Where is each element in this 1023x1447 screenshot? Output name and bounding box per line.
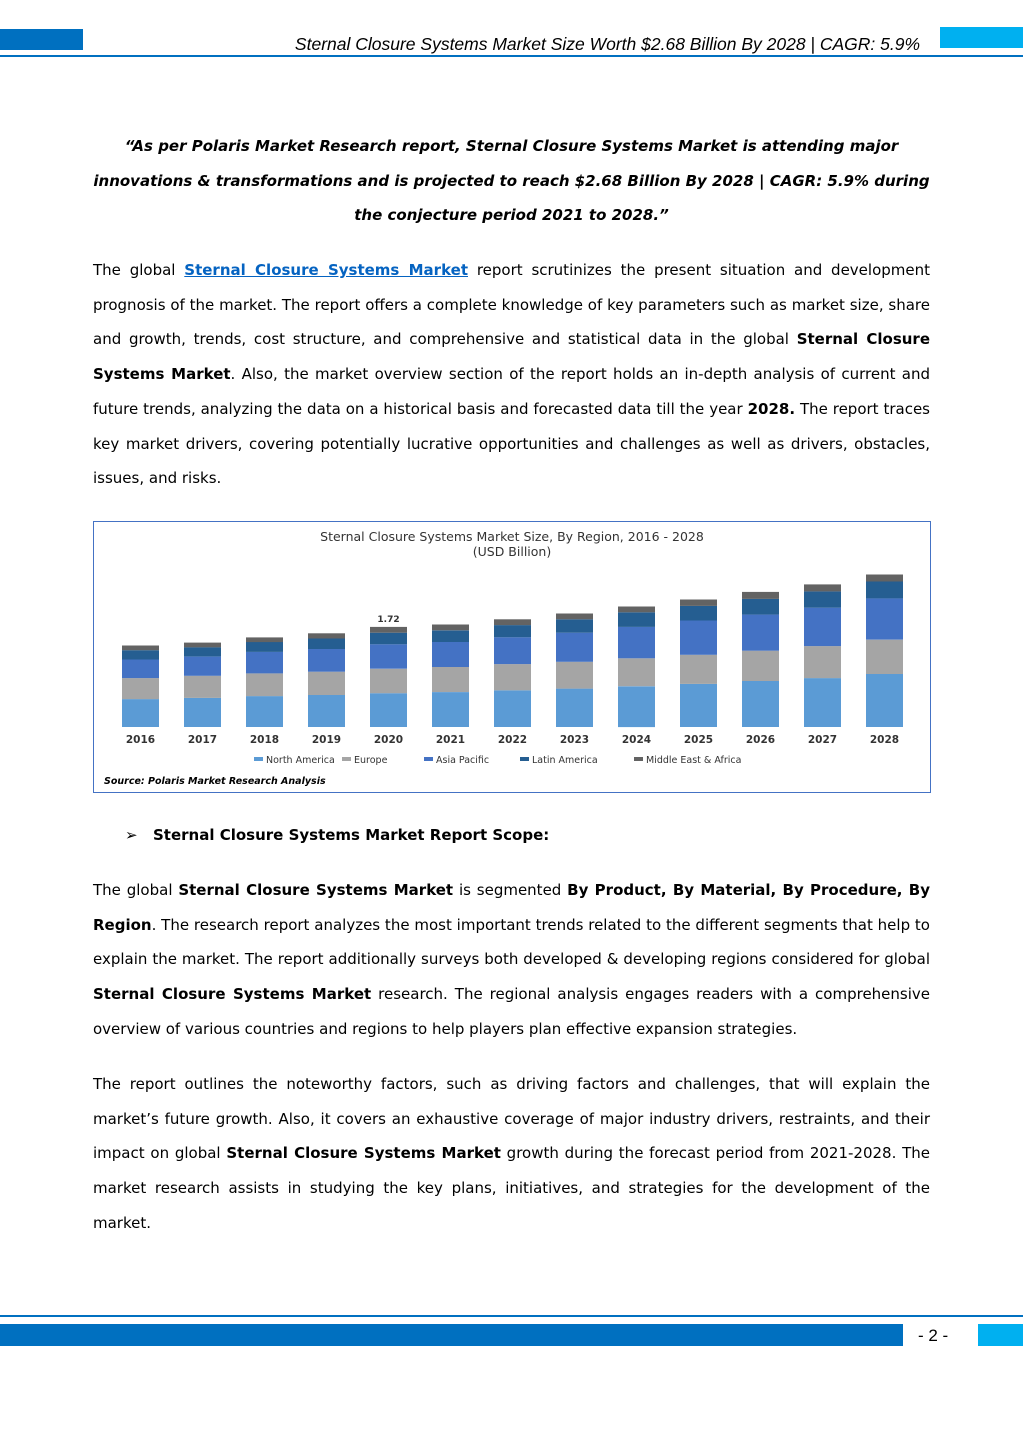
segmentation-paragraph: The global Sternal Closure Systems Market is segmented By Product, By Material, By Procedure, By Region. The research report analyzes the most important trends related to the different segments that help to explain the market. The report additionally surveys both developed & developing regions considered for global Sternal Closure Systems Market research. The regional analysis engages readers with a comprehensive overview of various countries and regions to help players plan effective expansion strategies. xyxy=(93,881,931,1038)
bar-2022-north-america xyxy=(494,690,531,727)
bar-2017-north-america xyxy=(184,698,221,727)
header-title: Sternal Closure Systems Market Size Worth $2.68 Billion By 2028 | CAGR: 5.9% xyxy=(294,34,920,54)
bar-2027-asia-pacific xyxy=(804,608,841,646)
bar-2023-latin-america xyxy=(556,619,593,632)
legend-label-middle-east-africa: Middle East & Africa xyxy=(646,755,742,766)
bar-2025-latin-america xyxy=(680,606,717,621)
bar-2016-europe xyxy=(122,678,159,699)
bar-2022-middle-east-africa xyxy=(494,619,531,625)
chart-subtitle: (USD Billion) xyxy=(472,544,552,559)
bar-2020-asia-pacific xyxy=(370,644,407,668)
legend-label-europe: Europe xyxy=(354,755,388,766)
bar-2028-north-america xyxy=(866,674,903,727)
bar-2018-middle-east-africa xyxy=(246,637,283,642)
bar-2024-europe xyxy=(618,658,655,686)
chart-legend xyxy=(254,755,741,766)
scope-heading: ➢ Sternal Closure Systems Market Report Scope: xyxy=(125,826,550,844)
x-tick-2019: 2019 xyxy=(311,734,342,746)
bar-2018-latin-america xyxy=(246,642,283,652)
bar-2028-middle-east-africa xyxy=(866,575,903,582)
bar-2018-europe xyxy=(246,673,283,696)
header-rule xyxy=(0,55,1023,57)
x-tick-2027: 2027 xyxy=(807,734,838,746)
bar-2019-europe xyxy=(308,672,345,695)
bar-2025-europe xyxy=(680,655,717,684)
x-tick-2022: 2022 xyxy=(497,734,528,746)
bar-2016-north-america xyxy=(122,699,159,727)
bar-2020-middle-east-africa xyxy=(370,627,407,633)
bar-2017-asia-pacific xyxy=(184,657,221,676)
x-tick-2017: 2017 xyxy=(187,734,218,746)
legend-label-latin-america: Latin America xyxy=(532,755,598,766)
bar-2025-north-america xyxy=(680,684,717,727)
bar-2019-asia-pacific xyxy=(308,649,345,672)
bar-2027-latin-america xyxy=(804,591,841,607)
legend-swatch-north-america xyxy=(254,757,263,761)
x-tick-2025: 2025 xyxy=(683,734,714,746)
bar-2021-middle-east-africa xyxy=(432,625,469,631)
x-tick-2020: 2020 xyxy=(373,734,404,746)
bar-2019-north-america xyxy=(308,695,345,727)
x-tick-2028: 2028 xyxy=(869,734,900,746)
bar-2020-europe xyxy=(370,669,407,693)
x-tick-2021: 2021 xyxy=(435,734,466,746)
report-quote: “As per Polaris Market Research report, Sternal Closure Systems Market is attending major innovations & transformations and is projected to reach $2.68 Billion By 2028 | CAGR: 5.9% during the conjecture period 2021 to 2028.” xyxy=(93,137,930,225)
x-tick-2026: 2026 xyxy=(745,734,776,746)
bar-2021-asia-pacific xyxy=(432,642,469,667)
x-tick-2018: 2018 xyxy=(249,734,280,746)
bar-2022-latin-america xyxy=(494,625,531,637)
bar-2017-latin-america xyxy=(184,647,221,656)
outlook-paragraph: The report outlines the noteworthy factors, such as driving factors and challenges, that will explain the market’s future growth. Also, it covers an exhaustive coverage of major industry drivers, restraints, and their impact on global Sternal Closure Systems Market growth during the forecast period from 2021-2028. The market research assists in studying the key plans, initiatives, and strategies for the development of the market. xyxy=(93,1075,931,1232)
x-tick-2023: 2023 xyxy=(559,734,590,746)
bar-2016-asia-pacific xyxy=(122,660,159,679)
bar-2028-asia-pacific xyxy=(866,598,903,639)
bar-2023-north-america xyxy=(556,689,593,727)
bar-2025-asia-pacific xyxy=(680,621,717,655)
footer-rule xyxy=(0,1315,1023,1317)
legend-swatch-europe xyxy=(342,757,351,761)
bar-2024-latin-america xyxy=(618,612,655,627)
bar-2023-middle-east-africa xyxy=(556,614,593,620)
legend-swatch-middle-east-africa xyxy=(634,757,643,761)
market-size-chart xyxy=(93,521,931,793)
bar-2026-middle-east-africa xyxy=(742,592,779,599)
page-number: - 2 - xyxy=(918,1326,949,1345)
bar-2026-latin-america xyxy=(742,599,779,615)
bar-2026-north-america xyxy=(742,681,779,727)
chart-source: Source: Polaris Market Research Analysis xyxy=(104,776,326,787)
bar-2016-latin-america xyxy=(122,650,159,659)
legend-swatch-asia-pacific xyxy=(424,757,433,761)
legend-label-asia-pacific: Asia Pacific xyxy=(436,755,490,766)
chart-title: Sternal Closure Systems Market Size, By Region, 2016 - 2028 xyxy=(320,529,704,544)
bar-2025-middle-east-africa xyxy=(680,600,717,606)
bar-2018-asia-pacific xyxy=(246,652,283,674)
bar-2023-europe xyxy=(556,662,593,689)
bar-2019-latin-america xyxy=(308,639,345,650)
bar-2021-latin-america xyxy=(432,630,469,642)
bar-2027-north-america xyxy=(804,678,841,727)
footer-bar-right xyxy=(978,1324,1023,1346)
bar-2026-asia-pacific xyxy=(742,615,779,651)
chart-bars xyxy=(122,575,903,728)
header-bar-right xyxy=(940,27,1023,48)
bar-2021-europe xyxy=(432,667,469,692)
data-label-2020: 1.72 xyxy=(377,614,400,625)
bar-2027-middle-east-africa xyxy=(804,584,841,591)
x-tick-2016: 2016 xyxy=(125,734,156,746)
footer-bar-left xyxy=(0,1324,903,1346)
bar-2024-asia-pacific xyxy=(618,627,655,658)
bar-2020-latin-america xyxy=(370,633,407,645)
chart-svg xyxy=(94,522,930,792)
bar-2017-europe xyxy=(184,676,221,698)
arrow-bullet-icon: ➢ xyxy=(125,826,138,844)
bar-2028-europe xyxy=(866,640,903,674)
market-link[interactable]: Sternal Closure Systems Market xyxy=(184,261,468,279)
bar-2028-latin-america xyxy=(866,582,903,599)
legend-label-north-america: North America xyxy=(266,755,335,766)
bar-2022-europe xyxy=(494,664,531,690)
header-bar-left xyxy=(0,29,83,50)
bar-2021-north-america xyxy=(432,692,469,727)
bar-2023-asia-pacific xyxy=(556,633,593,662)
bar-2026-europe xyxy=(742,651,779,681)
bar-2017-middle-east-africa xyxy=(184,643,221,648)
bar-2019-middle-east-africa xyxy=(308,633,345,638)
bar-2020-north-america xyxy=(370,693,407,727)
bar-2024-north-america xyxy=(618,686,655,727)
legend-swatch-latin-america xyxy=(520,757,529,761)
x-tick-2024: 2024 xyxy=(621,734,652,746)
bar-2018-north-america xyxy=(246,696,283,727)
bar-2024-middle-east-africa xyxy=(618,607,655,613)
bar-2027-europe xyxy=(804,646,841,678)
intro-paragraph: The global Sternal Closure Systems Market report scrutinizes the present situation and development prognosis of the market. The report offers a complete knowledge of key parameters such as market size, share and growth, trends, cost structure, and comprehensive and statistical data in the global Sternal Closure Systems Market. Also, the market overview section of the report holds an in-depth analysis of current and future trends, analyzing the data on a historical basis and forecasted data till the year 2028. The report traces key market drivers, covering potentially lucrative opportunities and challenges as well as drivers, obstacles, issues, and risks. xyxy=(93,261,931,488)
bar-2016-middle-east-africa xyxy=(122,646,159,651)
bar-2022-asia-pacific xyxy=(494,637,531,664)
chart-x-ticks xyxy=(126,734,899,746)
